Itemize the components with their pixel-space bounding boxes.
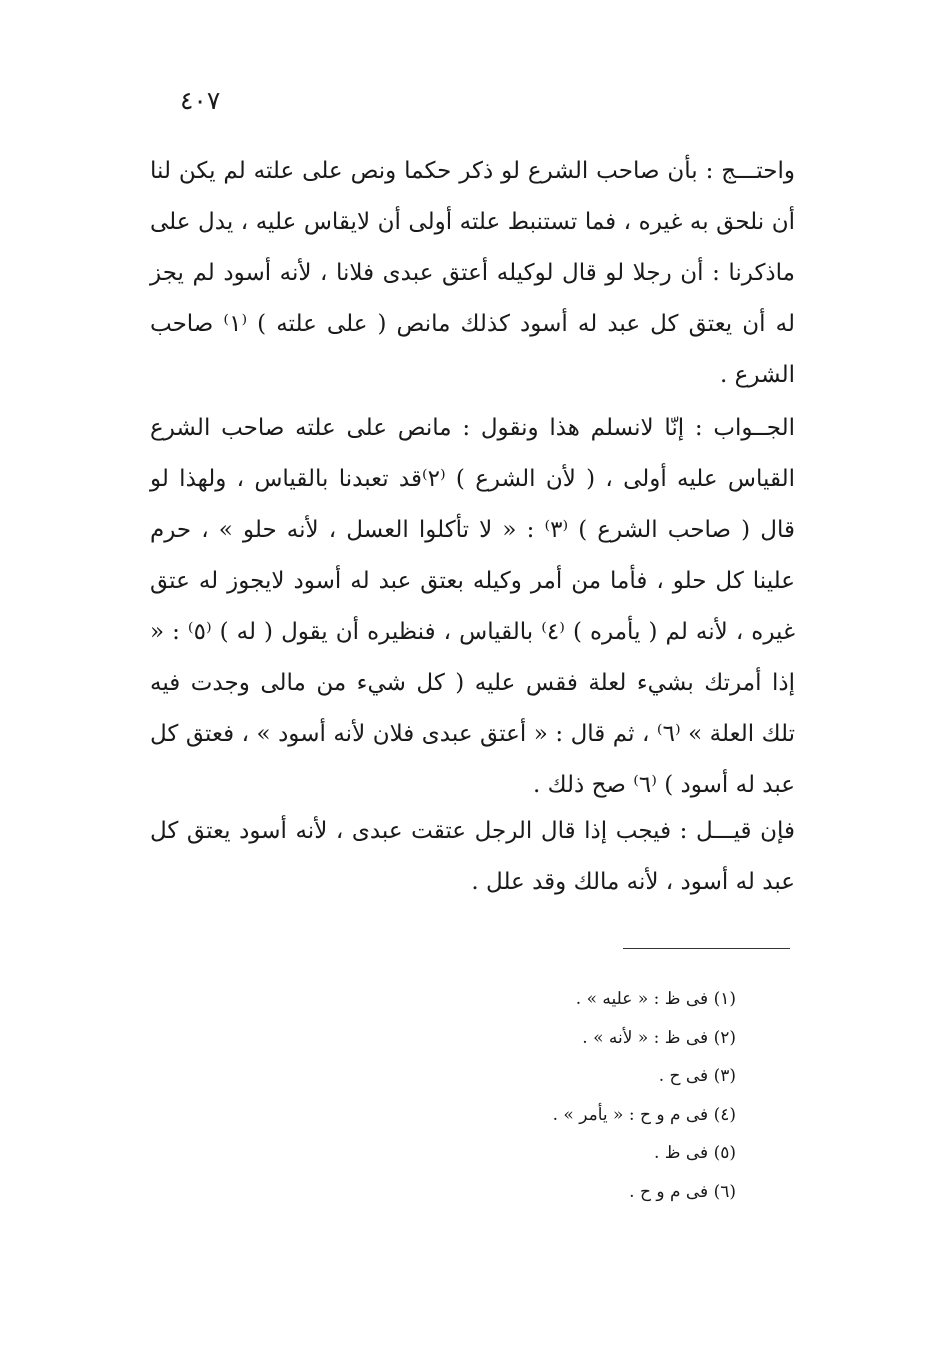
- footnote-divider: [623, 948, 790, 949]
- paragraph-text: فإن قيـــل : فيجب إذا قال الرجل عتقت عبدى ، لأنه أسود يعتق كل عبد له أسود ، لأنه مالك وقد علل .: [150, 818, 795, 895]
- paragraph-text: الجــواب : إنّا لانسلم هذا ونقول : مانص على علته صاحب الشرع القياس عليه أولى ، ( لأن الشرع ) ⁽٢⁾قد تعبدنا بالقياس ، ولهذا لو قال ( صاحب الشرع ) ⁽٣⁾ : « لا تأكلوا العسل ، لأنه حلو » ، حرم علينا كل حلو ، فأما من أمر وكيله بعتق عبد له أسود لايجوز له عتق غيره ، لأنه لم ( يأمره ) ⁽٤⁾ بالقياس ، فنظيره أن يقول ( له ) ⁽٥⁾ : « إذا أمرتك بشيء لعلة فقس عليه ( كل شيء من مالى وجدت فيه تلك العلة » ⁽٦⁾ ، ثم قال : « أعتق عبدى فلان لأنه أسود » ، فعتق كل عبد له أسود ) ⁽٦⁾ صح ذلك .: [150, 415, 795, 798]
- paragraph-text: واحتـــج : بأن صاحب الشرع لو ذكر حكما ونص على علته لم يكن لنا أن نلحق به غيره ، فما تستنبط علته أولى أن لايقاس عليه ، يدل على ماذكرنا : أن رجلا لو قال لوكيله أعتق عبدى فلانا ، لأنه أسود لم يجز له أن يعتق كل عبد له أسود كذلك مانص ( على علته ) ⁽١⁾ صاحب الشرع .: [150, 158, 795, 388]
- body-paragraph-answer: [150, 403, 795, 811]
- footnote-item: (٦) فى م و ح .: [629, 1181, 736, 1202]
- footnote-item: (٤) فى م و ح : « يأمر » .: [552, 1104, 736, 1125]
- footnote-item: (٥) فى ظ .: [653, 1143, 736, 1163]
- page-number: ٤٠٧: [180, 86, 221, 115]
- body-paragraph-argument: [150, 146, 795, 401]
- footnote-item: (٢) فى ظ : « لأنه » .: [582, 1027, 736, 1048]
- footnote-item: (٣) فى ح .: [658, 1066, 736, 1086]
- footnotes-list: [420, 980, 736, 1211]
- body-paragraph-objection: [150, 806, 795, 908]
- footnote-item: (١) فى ظ : « عليه » .: [575, 989, 736, 1009]
